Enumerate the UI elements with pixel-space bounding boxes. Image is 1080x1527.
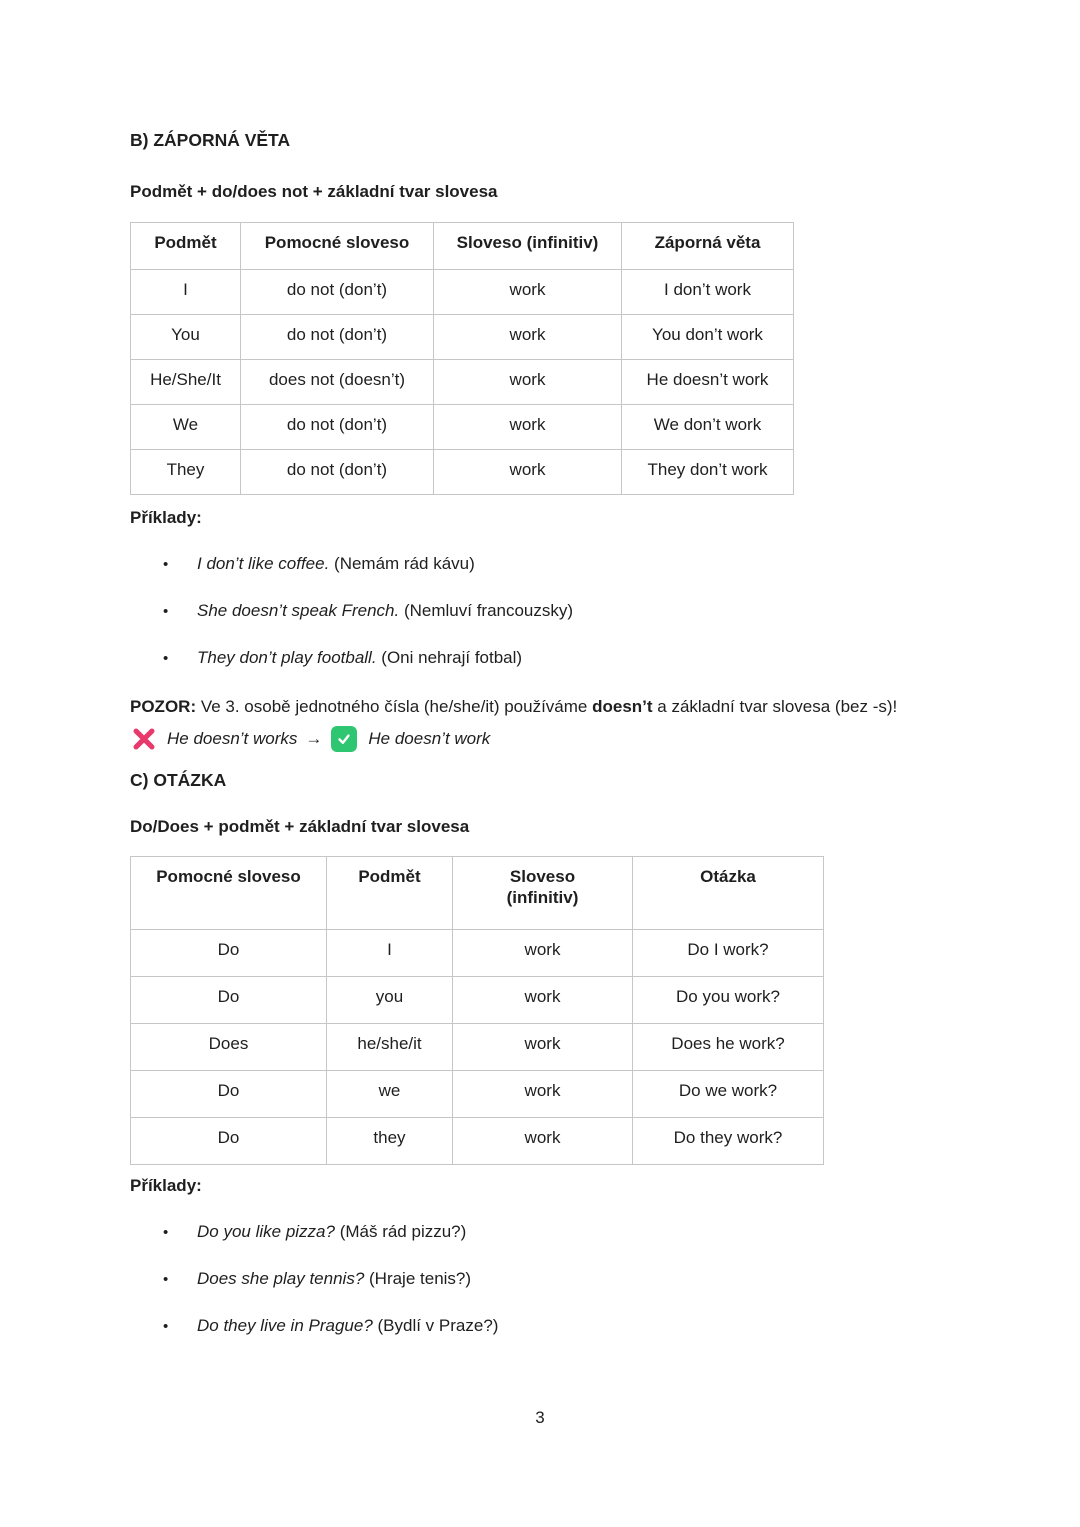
example-czech: (Nemluví francouzsky) — [399, 601, 574, 620]
table-row — [131, 930, 824, 977]
table-cell: Do they work? — [633, 1118, 824, 1165]
example-item — [130, 600, 950, 623]
table-cell: does not (doesn’t) — [241, 360, 434, 405]
table-cell: you — [327, 977, 453, 1024]
correct-check-icon — [331, 726, 357, 752]
pozor-label: POZOR: — [130, 697, 197, 716]
table-row — [131, 315, 794, 360]
correct-sentence: He doesn’t work — [368, 729, 491, 748]
table-b-header-podmet: Podmět — [131, 223, 241, 270]
table-cell: work — [453, 1118, 633, 1165]
table-c-header-sloveso: Sloveso (infinitiv) — [453, 857, 633, 930]
question-table — [130, 856, 824, 1165]
table-cell: work — [434, 315, 622, 360]
section-c-heading: C) OTÁZKA — [130, 770, 227, 790]
table-row — [131, 360, 794, 405]
table-cell: I don’t work — [622, 270, 794, 315]
table-cell: do not (don’t) — [241, 405, 434, 450]
example-english: I don’t like coffee. — [197, 554, 330, 573]
example-item — [130, 1221, 950, 1244]
table-cell: work — [434, 450, 622, 495]
example-item — [130, 1268, 950, 1291]
table-b-header-zaporna-veta: Záporná věta — [622, 223, 794, 270]
table-cell: Do we work? — [633, 1071, 824, 1118]
section-c-formula: Do/Does + podmět + základní tvar slovesa — [130, 817, 470, 836]
table-cell: Do I work? — [633, 930, 824, 977]
wrong-cross-icon — [130, 725, 158, 753]
pozor-text: Ve 3. osobě jednotného čísla (he/she/it) používáme — [196, 697, 593, 716]
table-cell: work — [453, 977, 633, 1024]
table-row — [131, 1118, 824, 1165]
example-english: They don’t play football. — [197, 648, 377, 667]
example-czech: (Bydlí v Praze?) — [372, 1316, 499, 1335]
table-b-header-sloveso: Sloveso (infinitiv) — [434, 223, 622, 270]
table-cell: Does — [131, 1024, 327, 1071]
table-cell: You — [131, 315, 241, 360]
table-cell: work — [453, 930, 633, 977]
table-row — [131, 405, 794, 450]
table-cell: I — [327, 930, 453, 977]
table-cell: work — [453, 1071, 633, 1118]
pozor-text-tail: a základní tvar slovesa (bez -s)! — [652, 697, 898, 716]
table-cell: do not (don’t) — [241, 450, 434, 495]
table-cell: Do you work? — [633, 977, 824, 1024]
table-cell: He doesn’t work — [622, 360, 794, 405]
page-number: 3 — [535, 1408, 545, 1427]
table-cell: do not (don’t) — [241, 270, 434, 315]
table-row — [131, 270, 794, 315]
bullet-icon — [163, 648, 197, 670]
table-cell: They — [131, 450, 241, 495]
table-row — [131, 450, 794, 495]
table-cell: I — [131, 270, 241, 315]
section-b-formula: Podmět + do/does not + základní tvar slovesa — [130, 182, 498, 201]
bullet-icon — [163, 1269, 197, 1291]
table-cell: we — [327, 1071, 453, 1118]
correction-line — [130, 724, 950, 754]
table-row — [131, 1024, 824, 1071]
table-cell: do not (don’t) — [241, 315, 434, 360]
table-cell: work — [453, 1024, 633, 1071]
table-cell: work — [434, 270, 622, 315]
table-cell: work — [434, 405, 622, 450]
table-cell: he/she/it — [327, 1024, 453, 1071]
example-item — [130, 1315, 950, 1338]
example-czech: (Hraje tenis?) — [364, 1269, 472, 1288]
table-c-header-podmet: Podmět — [327, 857, 453, 930]
example-czech: (Nemám rád kávu) — [329, 554, 475, 573]
example-czech: (Oni nehrají fotbal) — [376, 648, 523, 667]
bullet-icon — [163, 554, 197, 576]
table-cell: You don’t work — [622, 315, 794, 360]
bullet-icon — [163, 601, 197, 623]
table-cell: they — [327, 1118, 453, 1165]
example-english: She doesn’t speak French. — [197, 601, 400, 620]
negative-sentence-table — [130, 222, 794, 495]
example-czech: (Máš rád pizzu?) — [334, 1222, 467, 1241]
table-cell: Do — [131, 930, 327, 977]
examples-label-b: Příklady: — [130, 508, 202, 527]
table-cell: Does he work? — [633, 1024, 824, 1071]
section-b-heading: B) ZÁPORNÁ VĚTA — [130, 130, 291, 150]
table-cell: Do — [131, 977, 327, 1024]
arrow-right-icon: → — [305, 729, 323, 748]
example-english: Does she play tennis? — [197, 1269, 365, 1288]
pozor-note — [130, 691, 920, 723]
example-item — [130, 647, 950, 670]
examples-label-c: Příklady: — [130, 1176, 202, 1195]
table-row — [131, 977, 824, 1024]
table-header-row — [131, 223, 794, 270]
table-c-header-pomocne-sloveso: Pomocné sloveso — [131, 857, 327, 930]
wrong-sentence: He doesn’t works — [167, 729, 298, 748]
bullet-icon — [163, 1316, 197, 1338]
table-cell: He/She/It — [131, 360, 241, 405]
example-english: Do they live in Prague? — [197, 1316, 373, 1335]
table-row — [131, 1071, 824, 1118]
bullet-icon — [163, 1222, 197, 1244]
table-c-header-otazka: Otázka — [633, 857, 824, 930]
table-header-row — [131, 857, 824, 930]
pozor-bold-word: doesn’t — [592, 697, 653, 716]
example-item — [130, 553, 950, 576]
table-cell: We — [131, 405, 241, 450]
table-cell: work — [434, 360, 622, 405]
table-cell: Do — [131, 1118, 327, 1165]
example-english: Do you like pizza? — [197, 1222, 335, 1241]
table-cell: They don’t work — [622, 450, 794, 495]
table-b-header-pomocne-sloveso: Pomocné sloveso — [241, 223, 434, 270]
table-cell: We don’t work — [622, 405, 794, 450]
table-cell: Do — [131, 1071, 327, 1118]
